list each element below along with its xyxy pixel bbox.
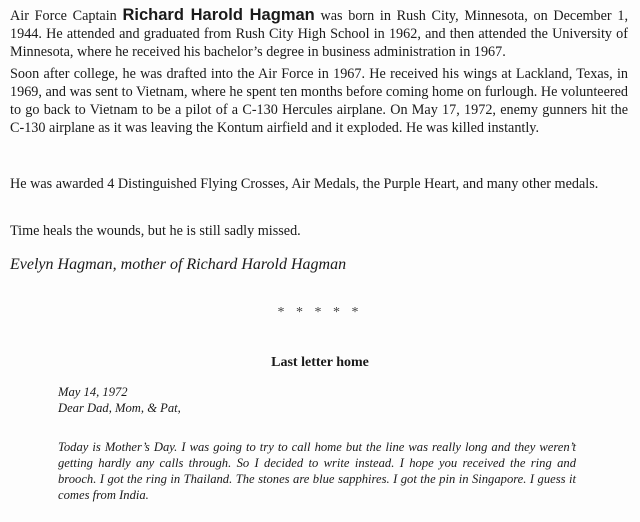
bio-details-text: was born in Rush City, Minnesota, on December 1, 1944. He attended and graduated from Rush City High School in 1962, and then attended the University of Minnesota, where he received his bachelor’s degree in business administration in 1967.	[10, 8, 628, 60]
letter-body: Today is Mother’s Day. I was going to try to call home but the line was really long and they weren’t getting hardly any calls through. So I decided to write instead. I hope you received the ring and brooch. I got the ring in Thailand. The stones are blue sapphires. I got the pin in Singapore. I guess it comes from India.	[58, 440, 576, 502]
biography-paragraph	[10, 6, 628, 61]
author-signature: Evelyn Hagman, mother of Richard Harold Hagman	[10, 256, 347, 273]
section-separator: * * * * *	[277, 305, 363, 320]
awards-paragraph: He was awarded 4 Distinguished Flying Crosses, Air Medals, the Purple Heart, and many other medals.	[10, 176, 599, 192]
letter-title: Last letter home	[271, 355, 369, 370]
service-paragraph: Soon after college, he was drafted into the Air Force in 1967. He received his wings at Lackland, Texas, in 1969, and was sent to Vietnam, where he spent ten months before coming home on furlough. He volunteered to go back to Vietnam to be a pilot of a C-130 Hercules airplane. On May 17, 1972, enemy gunners hit the C-130 airplane as it was leaving the Kontum airfield and it exploded. He was killed instantly.	[10, 66, 628, 136]
closing-paragraph: Time heals the wounds, but he is still sadly missed.	[10, 223, 301, 239]
letter-greeting: Dear Dad, Mom, & Pat,	[58, 401, 181, 415]
letter-date: May 14, 1972	[58, 385, 128, 399]
bio-intro-text: Air Force Captain	[10, 8, 123, 24]
subject-name: Richard Harold Hagman	[122, 6, 315, 24]
